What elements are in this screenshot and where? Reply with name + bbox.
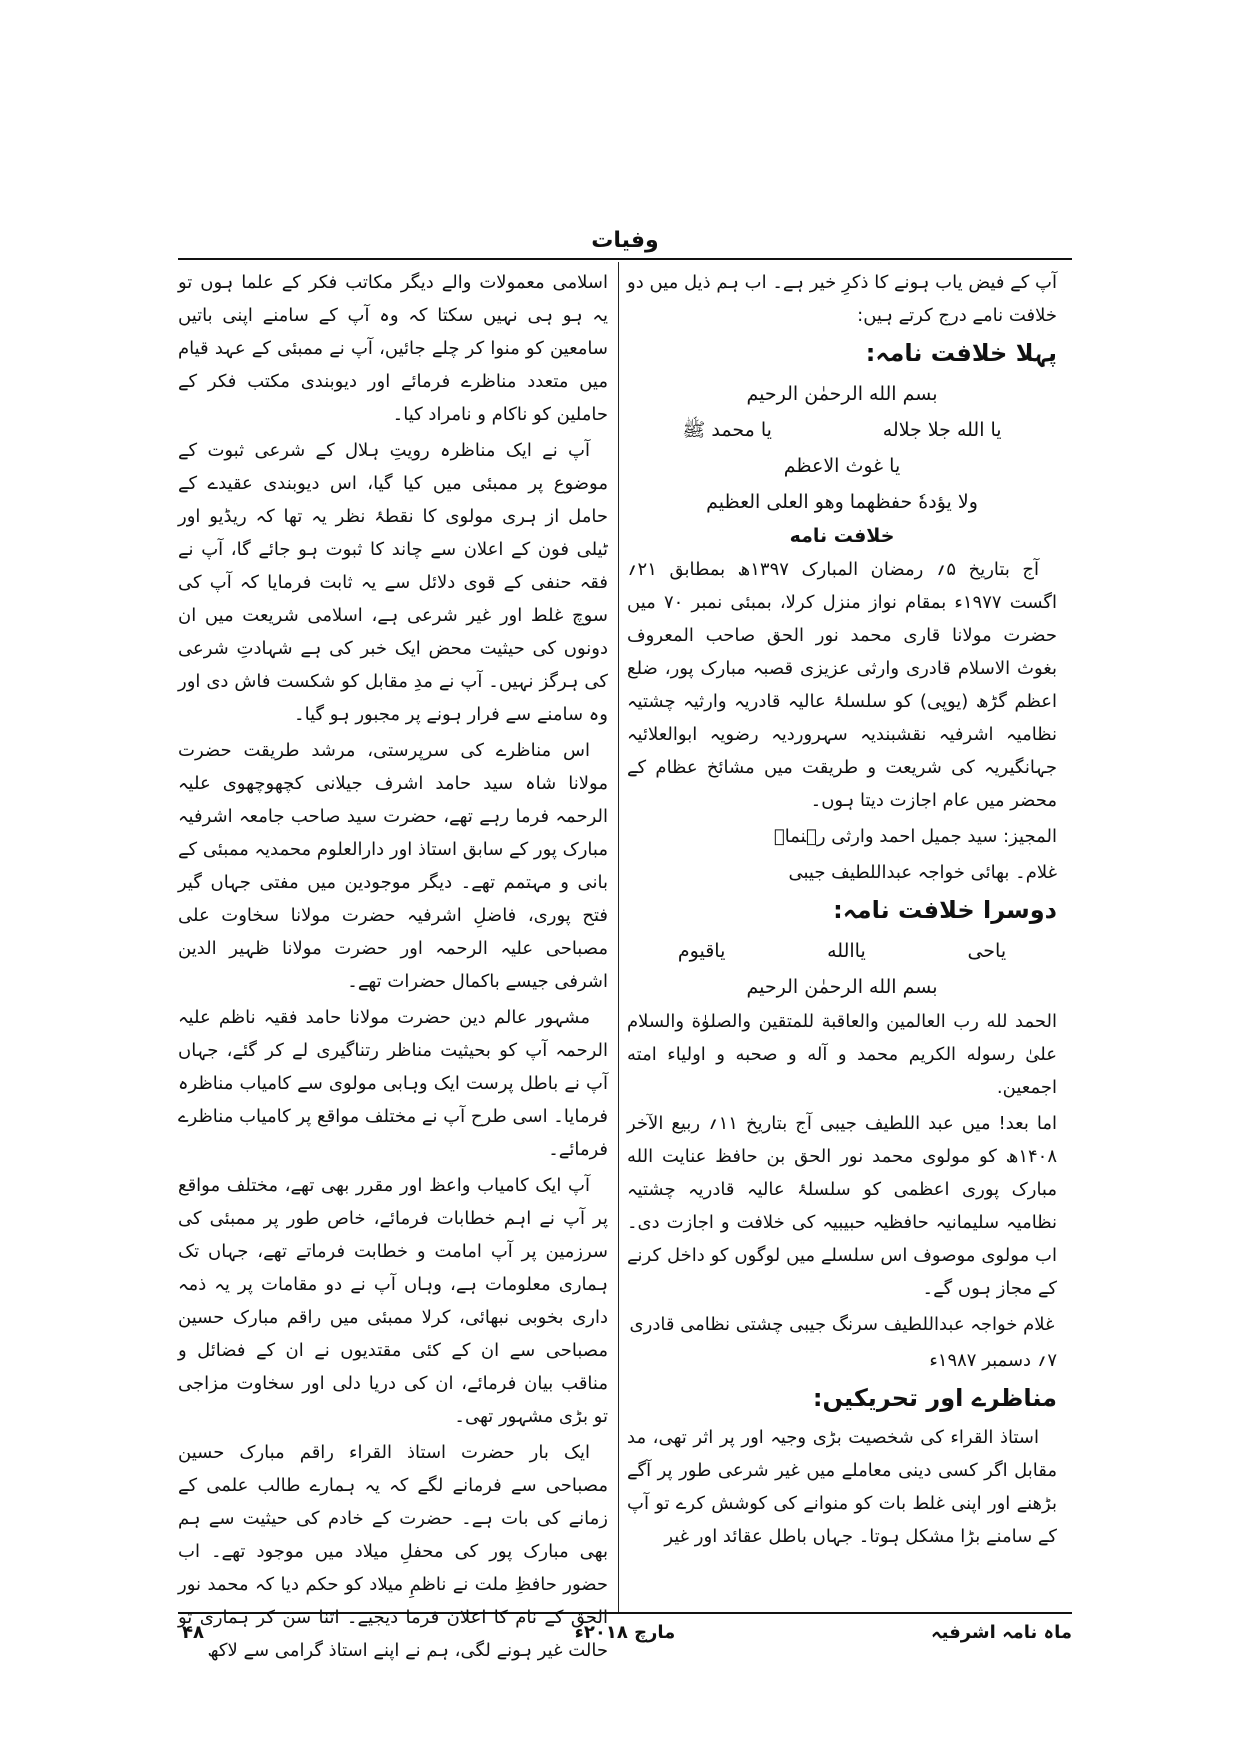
left-paragraph-3: اس مناظرے کی سرپرستی، مرشد طریقت حضرت مولانا شاہ سید حامد اشرف جیلانی کچھوچھوی علیہ الرحمہ فرما رہے تھے، حضرت سید صاحب جامعہ اشرفیہ مبارک پور کے سابق استاذ اور دارالعلوم محمدیہ ممبئی کے بانی و مہتمم تھے۔ دیگر موجودین میں مفتی جہاں گیر فتح پوری، فاضلِ اشرفیہ حضرت مولانا سخاوت علی مصباحی علیہ الرحمہ اور حضرت مولانا ظہیر الدین اشرفی جیسے باکمال حضرات تھے۔ bbox=[178, 740, 608, 992]
heading-second-khilafat: دوسرا خلافت نامہ: bbox=[833, 896, 1057, 924]
ghulam-signature-second: غلام خواجہ عبداللطیف سرنگ جیبی چشتی نظامی قادری bbox=[629, 1314, 1055, 1335]
page-header bbox=[178, 230, 1072, 260]
intro-paragraph: آپ کے فیض یاب ہونے کا ذکرِ خیر ہے۔ اب ہم ذیل میں دو خلافت نامے درج کرتے ہیں: bbox=[627, 272, 1057, 326]
section-title: وفیات bbox=[591, 228, 659, 253]
hamd-paragraph: الحمد لله رب العالمین والعاقبة للمتقین والصلوٰة والسلام علیٰ رسوله الکریم محمد و آله و صحبه و اولیاء امته اجمعین. bbox=[627, 1011, 1057, 1098]
header-rule bbox=[178, 258, 1072, 260]
bismillah-second: بسم الله الرحمٰن الرحیم bbox=[746, 976, 938, 998]
invocation-ya-allah: یا الله جلا جلاله bbox=[882, 419, 1002, 441]
ayat-line: ولا یؤدهٗ حفظهما وهو العلی العظیم bbox=[706, 491, 978, 513]
page-footer bbox=[178, 1612, 1072, 1654]
invocation-ya-hayy: یاحی bbox=[967, 940, 1007, 962]
invocation-ya-allah-second: یاالله bbox=[827, 940, 866, 962]
first-khilafat-text: آج بتاریخ ۵؍ رمضان المبارک ۱۳۹۷ھ بمطابق ۲۱؍ اگست ۱۹۷۷ء بمقام نواز منزل کرلا، بمبئی نمبر ۷۰ میں حضرت مولانا قاری محمد نور الحق صاحب المعروف بغوث الاسلام قادری وارثی عزیزی قصبہ مبارک پور، ضلع اعظم گڑھ (یوپی) کو سلسلۂ عالیہ قادریہ وارثیہ چشتیہ نظامیہ اشرفیہ نقشبندیہ سہروردیہ رضویہ ابوالعلائیہ جہانگیریہ کی شریعت و طریقت میں مشائخ عظام کے محضر میں عام اجازت دیتا ہوں۔ bbox=[627, 559, 1058, 811]
bismillah-first: بسم الله الرحمٰن الرحیم bbox=[746, 383, 938, 405]
left-paragraph-5: آپ ایک کامیاب واعظ اور مقرر بھی تھے، مختلف مواقع پر آپ نے اہم خطابات فرمائے، خاص طور پر ممبئی کی سرزمین پر آپ امامت و خطابت فرماتے تھے، جہاں تک ہماری معلومات ہے، وہاں آپ نے دو مقامات پر یہ ذمہ داری بخوبی نبھائی، کرلا ممبئی میں راقم مبارک حسین مصباحی سے ان کے کئی مقتدیوں نے ان کے فضائل و مناقب بیان فرمائے، ان کی دریا دلی اور سخاوت مزاجی تو بڑی مشہور تھی۔ bbox=[178, 1175, 608, 1427]
ghulam-signature-first: غلام۔ بھائی خواجہ عبداللطیف جیبی bbox=[788, 862, 1057, 883]
second-khilafat-text: اما بعد! میں عبد اللطیف جیبی آج بتاریخ ۱۱؍ ربیع الآخر ۱۴۰۸ھ کو مولوی محمد نور الحق بن حافظ عنایت الله مبارک پوری اعظمی کو سلسلۂ عالیہ قادریہ چشتیہ نظامیہ سلیمانیہ حافظیہ حبیبیہ کی خلافت و اجازت دی۔ اب مولوی موصوف اس سلسلے میں لوگوں کو داخل کرنے کے مجاز ہوں گے۔ bbox=[627, 1113, 1058, 1299]
mujeez-signature: المجیز: سید جمیل احمد وارثی رہنماؔ bbox=[773, 826, 1057, 847]
second-khilafat-date: ۷؍ دسمبر ۱۹۸۷ء bbox=[929, 1350, 1057, 1371]
invocation-ya-muhammad: یا محمد ﷺ bbox=[682, 419, 772, 441]
magazine-name: ماہ نامہ اشرفیہ bbox=[931, 1622, 1072, 1643]
right-column bbox=[627, 266, 1057, 1616]
heading-munazare: مناظرے اور تحریکیں: bbox=[812, 1384, 1057, 1412]
left-paragraph-2: آپ نے ایک مناظرہ رویتِ ہلال کے شرعی ثبوت کے موضوع پر ممبئی میں کیا گیا، اس دیوبندی عقیدے کے حامل از ہری مولوی کا نقطۂ نظر یہ تھا کہ ریڈیو اور ٹیلی فون کے اعلان سے چاند کا ثبوت ہو جائے گا، آپ نے فقہ حنفی کے قوی دلائل سے یہ ثابت فرمایا کہ آپ کی سوچ غلط اور غیر شرعی ہے، اسلامی شریعت میں ان دونوں کی حیثیت محض ایک خبر کی ہے شہادتِ شرعی کی ہرگز نہیں۔ آپ نے مدِ مقابل کو شکست فاش دی اور وہ سامنے سے فرار ہونے پر مجبور ہو گیا۔ bbox=[178, 440, 608, 725]
invocation-ya-qayyum: یاقیوم bbox=[677, 940, 726, 962]
left-paragraph-6: ایک بار حضرت استاذ القراء راقم مبارک حسین مصباحی سے فرمانے لگے کہ یہ ہمارے طالب علمی کے زمانے کی بات ہے۔ حضرت کے خادم کی حیثیت سے ہم بھی مبارک پور کی محفلِ میلاد میں موجود تھے۔ اب حضور حافظِ ملت نے ناظمِ میلاد کو حکم دیا کہ محمد نور الحق کے نام کا اعلان فرما دیجیے۔ اتنا سن کر ہماری تو حالت غیر ہونے لگی، ہم نے اپنے استاذ گرامی سے لاکھ bbox=[178, 1442, 608, 1661]
issue-date: مارچ ۲۰۱۸ء bbox=[574, 1622, 676, 1643]
column-divider bbox=[618, 262, 619, 1614]
khilafat-nama-subheading: خلافت نامه bbox=[789, 525, 895, 547]
heading-first-khilafat: پہلا خلافت نامہ: bbox=[865, 339, 1057, 367]
left-paragraph-4: مشہور عالم دین حضرت مولانا حامد فقیہ ناظم علیہ الرحمہ آپ کو بحیثیت مناظر رتناگیری لے کر گئے، جہاں آپ نے باطل پرست ایک وہابی مولوی سے کامیاب مناظرہ فرمایا۔ اسی طرح آپ نے مختلف مواقع پر کامیاب مناظرے فرمائے۔ bbox=[178, 1007, 608, 1160]
page-number: ۴۸ bbox=[182, 1622, 204, 1643]
invocation-row-second bbox=[627, 933, 1057, 969]
invocation-row bbox=[627, 412, 1057, 448]
invocation-ya-ghaus: یا غوث الاعظم bbox=[783, 455, 901, 477]
munazare-paragraph: استاذ القراء کی شخصیت بڑی وجیہ اور پر اثر تھی، مد مقابل اگر کسی دینی معاملے میں غیر شرعی طور پر آگے بڑھنے اور اپنی غلط بات کو منوانے کی کوشش کرے تو آپ کے سامنے بڑا مشکل ہوتا۔ جہاں باطل عقائد اور غیر bbox=[627, 1427, 1057, 1547]
left-paragraph-1: اسلامی معمولات والے دیگر مکاتب فکر کے علما ہوں تو یہ ہو ہی نہیں سکتا کہ وہ آپ کے سامنے اپنی باتیں سامعین کو منوا کر چلے جائیں، آپ نے ممبئی کے عہد قیام میں متعدد مناظرے فرمائے اور دیوبندی مکتب فکر کے حاملین کو ناکام و نامراد کیا۔ bbox=[178, 272, 608, 425]
